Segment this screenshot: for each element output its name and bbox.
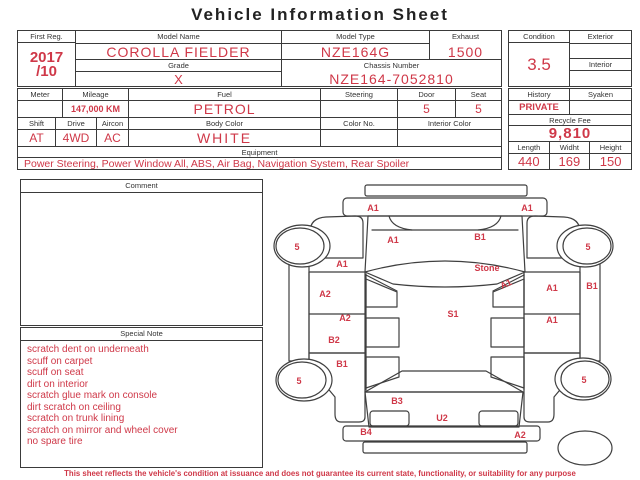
- syaken-cell: [570, 89, 631, 114]
- special-note-box: [20, 327, 263, 468]
- special-note-line: scuff on seat: [27, 367, 84, 378]
- drive-cell: [56, 118, 97, 146]
- first-reg-year: 2017: [29, 48, 64, 66]
- special-note-line: no spare tire: [27, 436, 83, 447]
- wheel-front-left: [274, 225, 330, 267]
- drive-label: Drive: [56, 118, 96, 130]
- length-value: 440: [517, 154, 540, 169]
- interior-color-cell: [398, 118, 501, 146]
- exterior-interior-cell: [570, 31, 631, 86]
- color-no-cell: [321, 118, 398, 146]
- front-plate-shape: [365, 185, 527, 196]
- right-sill-shape: [580, 264, 600, 361]
- length-label: Length: [509, 142, 549, 154]
- model-type-label: Model Type: [282, 31, 430, 44]
- first-reg-month: /10: [36, 62, 57, 80]
- special-note-label: Special Note: [21, 328, 262, 341]
- damage-label: B3: [391, 396, 403, 406]
- shift-label: Shift: [18, 118, 55, 130]
- chassis-number-label: Chassis Number: [363, 61, 420, 70]
- door-cell: [398, 89, 456, 117]
- width-cell: [550, 142, 591, 169]
- rear-plate-shape: [363, 442, 527, 453]
- grade-label: Grade: [76, 60, 282, 72]
- page-title: Vehicle Information Sheet: [191, 5, 449, 24]
- comment-label: Comment: [21, 180, 262, 193]
- history-value: PRIVATE: [519, 101, 559, 113]
- damage-label: B1: [336, 359, 348, 369]
- damage-label: B1: [474, 232, 486, 242]
- history-fee-block: [508, 88, 632, 170]
- syaken-value: [570, 101, 631, 114]
- spare-tire-circle: [558, 431, 612, 465]
- exterior-label: Exterior: [570, 31, 631, 44]
- exhaust-label: Exhaust: [451, 32, 480, 41]
- damage-label: S1: [447, 309, 459, 319]
- tail-light-left: [370, 411, 409, 426]
- fuel-cell: [129, 89, 321, 117]
- mileage-label: Mileage: [63, 89, 128, 101]
- identification-table: [17, 30, 502, 87]
- interior-label: Interior: [570, 59, 631, 71]
- first-reg-value: [18, 43, 75, 86]
- wheel-rear-left: [276, 359, 332, 401]
- left-sill-shape: [289, 264, 309, 361]
- damage-label: A1: [546, 315, 558, 325]
- disclaimer-text: This sheet reflects the vehicle's condition at issuance and does not guarantee its current state, functionality, or suitability for any purpose: [64, 469, 576, 478]
- model-type-value: NZE164G: [282, 44, 430, 60]
- damage-label: A1: [336, 259, 348, 269]
- a-pillar-left: [366, 275, 397, 291]
- wheel-label: 5: [294, 242, 300, 252]
- color-no-value: [321, 130, 397, 146]
- wheel-label: 5: [585, 242, 591, 252]
- specs-row-2: [18, 118, 501, 147]
- meter-value: [18, 101, 62, 117]
- damage-label: A1: [367, 203, 379, 213]
- damage-label: A2: [339, 313, 351, 323]
- color-no-label: Color No.: [321, 118, 397, 130]
- fuel-label: Fuel: [129, 89, 320, 101]
- damage-label-stone: Stone: [474, 263, 500, 273]
- damage-label: A2: [319, 289, 331, 299]
- aircon-cell: [97, 118, 129, 146]
- headlight-arc-left: [389, 216, 412, 230]
- door-value: 5: [423, 102, 430, 116]
- body-color-label: Body Color: [129, 118, 320, 130]
- seat-value: 5: [475, 102, 482, 116]
- special-note-body: [21, 341, 262, 448]
- aircon-value: AC: [104, 131, 121, 145]
- interior-value: [570, 71, 631, 86]
- body-color-cell: [129, 118, 321, 146]
- body-color-value: WHITE: [196, 130, 253, 146]
- history-syaken-row: [509, 89, 631, 115]
- width-value: 169: [558, 154, 581, 169]
- damage-label: A1: [498, 277, 514, 291]
- fuel-value: PETROL: [193, 101, 256, 117]
- shift-value: AT: [29, 131, 44, 145]
- exterior-value: [570, 44, 631, 59]
- model-name-label: Model Name: [76, 31, 282, 44]
- specs-table: [17, 88, 502, 170]
- height-label: Height: [590, 142, 631, 154]
- special-note-line: scratch glue mark on console: [27, 390, 158, 401]
- damage-label: B4: [360, 427, 372, 437]
- wheel-label: 5: [296, 376, 302, 386]
- height-value: 150: [599, 154, 622, 169]
- special-note-line: scratch on trunk lining: [27, 413, 125, 424]
- left-rear-window: [366, 318, 399, 347]
- seat-cell: [456, 89, 501, 117]
- dimensions-row: [509, 142, 631, 169]
- seat-label: Seat: [456, 89, 501, 101]
- condition-cell: [509, 31, 570, 86]
- rear-bumper-shape: [343, 426, 540, 441]
- meter-label: Meter: [18, 89, 62, 101]
- equipment-cell: [18, 147, 501, 170]
- recycle-fee-label: Recycle Fee: [509, 115, 631, 126]
- meter-cell: [18, 89, 63, 117]
- equipment-value: Power Steering, Power Window All, ABS, Air Bag, Navigation System, Rear Spoiler: [24, 158, 410, 170]
- special-note-line: dirt on interior: [27, 378, 89, 390]
- special-note-line: scuff on carpet: [27, 355, 93, 367]
- left-quarter-window: [366, 357, 399, 388]
- shift-cell: [18, 118, 56, 146]
- exhaust-value: 1500: [430, 44, 501, 60]
- first-reg-cell: [18, 31, 76, 86]
- steering-cell: [321, 89, 398, 117]
- mileage-cell: [63, 89, 129, 117]
- rear-window-shape: [365, 371, 523, 392]
- condition-label: Condition: [509, 31, 569, 43]
- equipment-label: Equipment: [18, 147, 501, 158]
- damage-label: U2: [436, 413, 448, 423]
- condition-value: 3.5: [527, 54, 551, 74]
- wheel-label: 5: [581, 375, 587, 385]
- length-cell: [509, 142, 550, 169]
- right-rear-window: [491, 318, 524, 347]
- drive-value: 4WD: [62, 131, 90, 145]
- history-cell: [509, 89, 570, 114]
- aircon-label: Aircon: [97, 118, 128, 130]
- model-name-value: COROLLA FIELDER: [76, 44, 282, 60]
- interior-color-label: Interior Color: [398, 118, 501, 130]
- headlight-arc-right: [478, 216, 501, 230]
- syaken-label: Syaken: [570, 89, 631, 101]
- grade-value: X: [76, 72, 282, 86]
- steering-label: Steering: [321, 89, 397, 101]
- door-label: Door: [398, 89, 455, 101]
- recycle-fee-value: 9,810: [509, 126, 631, 142]
- mileage-value: 147,000 KM: [70, 104, 121, 114]
- damage-label: B2: [328, 335, 340, 345]
- specs-row-1: [18, 89, 501, 118]
- damage-label: A1: [546, 283, 558, 293]
- width-label: Widht: [550, 142, 590, 154]
- first-reg-label: First Reg.: [18, 31, 75, 43]
- condition-block: [508, 30, 632, 87]
- comment-box: [20, 179, 263, 326]
- car-top-view: [265, 180, 640, 470]
- car-damage-diagram: [265, 180, 640, 470]
- damage-label: A1: [387, 235, 399, 245]
- chassis-number-value: NZE164-7052810: [329, 72, 454, 86]
- height-cell: [590, 142, 631, 169]
- tail-light-right: [479, 411, 518, 426]
- special-note-line: dirt scratch on ceiling: [27, 401, 121, 413]
- interior-color-value: [398, 130, 501, 146]
- damage-label: B1: [586, 281, 598, 291]
- damage-label: A1: [521, 203, 533, 213]
- history-label: History: [509, 89, 569, 101]
- damage-label: A2: [514, 430, 526, 440]
- special-note-line: scratch on mirror and wheel cover: [27, 424, 178, 436]
- special-note-line: scratch dent on underneath: [27, 344, 149, 355]
- steering-value: [321, 101, 397, 117]
